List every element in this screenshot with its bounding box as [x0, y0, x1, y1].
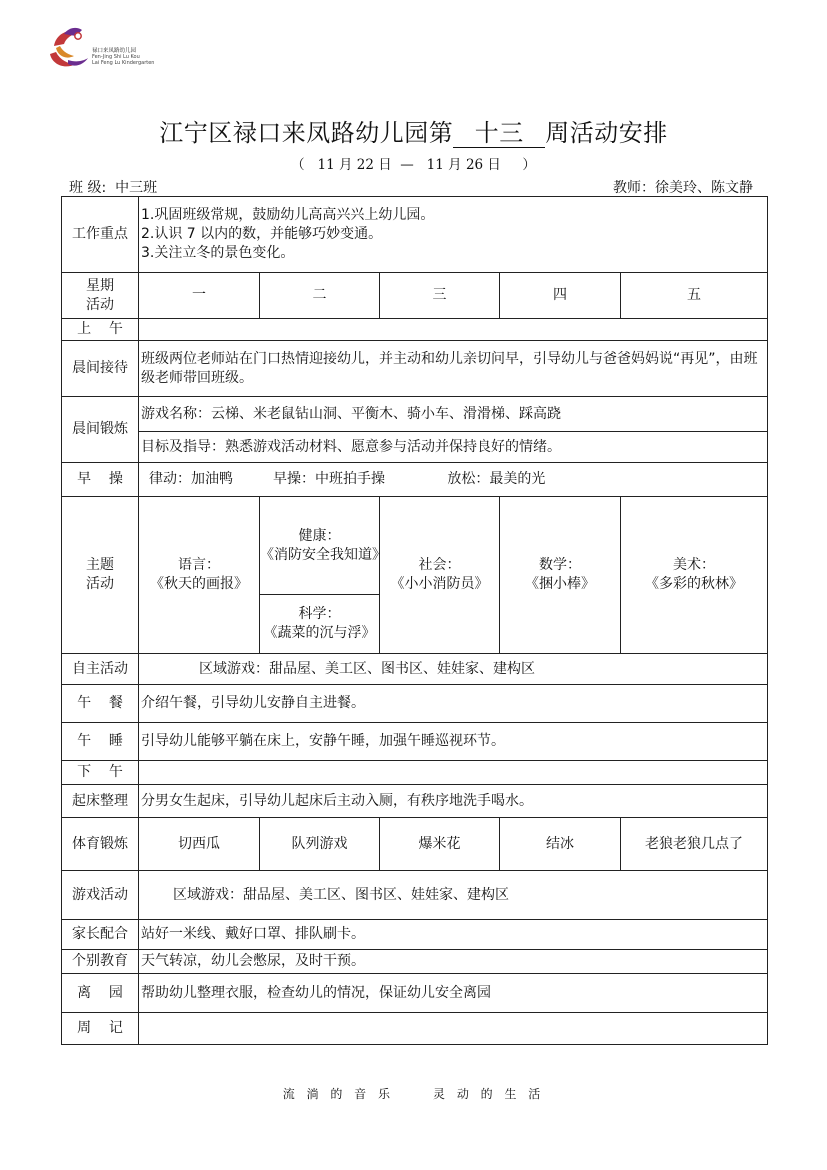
- pe-tue: 队列游戏: [260, 818, 380, 871]
- theme-subject: 社会：: [418, 557, 461, 573]
- weekday-wed: 三: [380, 273, 500, 319]
- date-range: （ 11 月 22 日 — 11 月 26 日 ）: [291, 157, 536, 173]
- focus-line: 1.巩固班级常规，鼓励幼儿高高兴兴上幼儿园。: [141, 207, 435, 223]
- focus-line: 3.关注立冬的景色变化。: [141, 245, 295, 261]
- empty-cell: [139, 319, 768, 341]
- row-label-self-activity: 自主活动: [62, 654, 139, 685]
- row-label-nap: 午 睡: [62, 723, 139, 761]
- table-row: [62, 341, 768, 397]
- pe-fri: 老狼老狼几点了: [621, 818, 768, 871]
- table-row: [62, 950, 768, 974]
- theme-subject: 语言：: [178, 557, 220, 573]
- pe-mon: 切西瓜: [139, 818, 260, 871]
- page-title: [0, 113, 827, 148]
- kindergarten-logo: [46, 24, 156, 72]
- table-row: [62, 761, 768, 785]
- theme-wed: [380, 497, 500, 654]
- theme-title: 《秋天的画报》: [150, 576, 248, 592]
- lunch-text: 介绍午餐，引导幼儿安静自主进餐。: [139, 685, 768, 723]
- pe-wed: 爆米花: [380, 818, 500, 871]
- theme-title: 《多彩的秋林》: [645, 576, 743, 592]
- table-row: [62, 785, 768, 818]
- row-label-theme: [62, 497, 139, 654]
- row-label-game: 游戏活动: [62, 871, 139, 920]
- week-number: 十三: [453, 119, 545, 148]
- row-label-wakeup: 起床整理: [62, 785, 139, 818]
- section-label-morning: 上 午: [62, 319, 139, 341]
- theme-subject: 美术：: [673, 557, 715, 573]
- row-label-focus: 工作重点: [62, 197, 139, 273]
- pe-thu: 结冰: [500, 818, 621, 871]
- theme-title: 《捆小棒》: [525, 576, 595, 592]
- theme-mon: [139, 497, 260, 654]
- table-row: [62, 432, 768, 463]
- weekday-header-label: 星期: [86, 277, 114, 294]
- weekly-note-text: [139, 1013, 768, 1045]
- weekly-plan-table: [61, 196, 768, 1045]
- weekday-fri: 五: [621, 273, 768, 319]
- theme-title: 《蔬菜的沉与浮》: [263, 625, 376, 641]
- theme-thu: [500, 497, 621, 654]
- teacher-label: 教师：徐美玲、陈文静: [613, 180, 753, 196]
- theme-subject: 科学：: [298, 606, 341, 622]
- theme-label-2: 活动: [86, 576, 114, 592]
- theme-label-1: 主题: [86, 557, 114, 573]
- footer-motto: 流 淌 的 音 乐 灵 动 的 生 活: [282, 1087, 545, 1101]
- exercise-games: 游戏名称：云梯、米老鼠钻山洞、平衡木、骑小车、滑滑梯、踩高跷: [139, 397, 768, 432]
- row-label-exercise: 晨间锻炼: [62, 397, 139, 463]
- theme-subject: 数学：: [539, 557, 581, 573]
- table-row: [62, 497, 768, 654]
- title-prefix: 江宁区禄口来凤路幼儿园第: [159, 119, 454, 147]
- table-row: [62, 723, 768, 761]
- logo-name-en-2: Lai Feng Lu Kindergarten: [92, 60, 155, 66]
- theme-title: 《小小消防员》: [390, 576, 489, 592]
- theme-tue: [260, 497, 386, 654]
- table-row: [62, 397, 768, 432]
- activity-header-label: 活动: [86, 296, 114, 313]
- theme-subject: 健康：: [298, 527, 341, 544]
- nap-text: 引导幼儿能够平躺在床上，安静午睡，加强午睡巡视环节。: [139, 723, 768, 761]
- logo-name-en-1: Fen-Jing Shi Lu Kou: [92, 54, 140, 60]
- reception-text: 班级两位老师站在门口热情迎接幼儿，并主动和幼儿亲切问早，引导幼儿与爸爸妈妈说“再见”，由班级老师带回班级。: [139, 341, 768, 397]
- table-row: [62, 685, 768, 723]
- kindergarten-logo-icon: [46, 24, 90, 70]
- weekday-mon: 一: [139, 273, 260, 319]
- theme-fri: [621, 497, 768, 654]
- weekday-thu: 四: [500, 273, 621, 319]
- row-label-morning-drill: 早 操: [62, 463, 139, 497]
- row-label-parents: 家长配合: [62, 920, 139, 950]
- leave-text: 帮助幼儿整理衣服，检查幼儿的情况，保证幼儿安全离园: [139, 974, 768, 1013]
- table-row: [62, 273, 768, 319]
- section-label-afternoon: 下 午: [62, 761, 139, 785]
- table-row: [62, 319, 768, 341]
- class-label: 班 级: 中三班: [69, 180, 158, 196]
- focus-content: [139, 197, 768, 273]
- row-label-reception: 晨间接待: [62, 341, 139, 397]
- row-label-individual: 个别教育: [62, 950, 139, 974]
- table-row: [62, 463, 768, 497]
- self-activity-text: 区域游戏：甜品屋、美工区、图书区、娃娃家、建构区: [139, 654, 768, 685]
- table-row: [62, 1013, 768, 1045]
- table-row: [62, 974, 768, 1013]
- morning-drill-text: 律动：加油鸭 早操：中班拍手操 放松：最美的光: [139, 463, 768, 497]
- empty-cell: [139, 761, 768, 785]
- game-text: 区域游戏：甜品屋、美工区、图书区、娃娃家、建构区: [139, 871, 768, 920]
- table-row: [62, 654, 768, 685]
- individual-text: 天气转凉，幼儿会憋尿，及时干预。: [139, 950, 768, 974]
- theme-tue-top: [260, 497, 386, 595]
- row-label-leave: 离 园: [62, 974, 139, 1013]
- theme-title: 《消防安全我知道》: [260, 546, 386, 563]
- row-label-weekly-note: 周 记: [62, 1013, 139, 1045]
- parents-text: 站好一米线、戴好口罩、排队刷卡。: [139, 920, 768, 950]
- weekday-tue: 二: [260, 273, 380, 319]
- row-label-pe: 体育锻炼: [62, 818, 139, 871]
- wakeup-text: 分男女生起床，引导幼儿起床后主动入厕，有秩序地洗手喝水。: [139, 785, 768, 818]
- focus-line: 2.认识 7 以内的数，并能够巧妙变通。: [141, 226, 383, 242]
- table-row: [62, 920, 768, 950]
- logo-name-cn: 禄口来凤路幼儿园: [92, 48, 137, 54]
- theme-tue-bottom: [260, 595, 379, 653]
- exercise-goal: 目标及指导：熟悉游戏活动材料、愿意参与活动并保持良好的情绪。: [139, 432, 768, 463]
- table-row: [62, 871, 768, 920]
- title-suffix: 周活动安排: [545, 119, 668, 147]
- table-row: [62, 818, 768, 871]
- table-row: [62, 197, 768, 273]
- row-label-lunch: 午 餐: [62, 685, 139, 723]
- row-label-weekday: [62, 273, 139, 319]
